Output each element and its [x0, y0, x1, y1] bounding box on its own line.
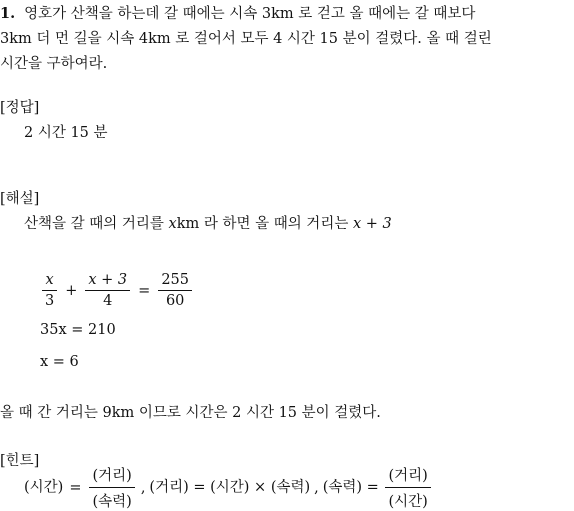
equation-2: 35x = 210: [40, 322, 116, 338]
fraction-numerator: x: [45, 272, 54, 288]
fraction-numerator: (거리): [388, 468, 428, 484]
fraction-denominator: 60: [158, 290, 192, 309]
plus-sign: +: [65, 282, 78, 299]
fraction-numerator: 255: [161, 272, 190, 288]
equals-sign: =: [69, 479, 82, 496]
fraction-numerator: (거리): [92, 468, 132, 484]
fraction-numerator: x + 3: [88, 272, 128, 288]
solution-intro-text-b: km 라 하면 올 때의 거리는: [176, 216, 353, 232]
fraction-denominator: 4: [85, 290, 130, 309]
problem-number: 1.: [0, 5, 16, 22]
hint-header: [힌트]: [0, 453, 40, 469]
hint-time-label: (시간): [24, 479, 64, 496]
problem-text-1: 영호가 산책을 하는데 갈 때에는 시속 3km 로 걷고 올 때에는 갈 때보다: [24, 6, 476, 22]
comma: ,: [314, 479, 319, 496]
problem-line-2: 3km 더 먼 길을 시속 4km 로 걸어서 모두 4 시간 15 분이 걸렸다. 올 때 걸린: [0, 31, 492, 47]
equals-sign: =: [138, 282, 151, 299]
fraction-distance-over-time: [385, 464, 430, 511]
fraction-denominator: (시간): [385, 487, 430, 511]
problem-line-1: [0, 2, 475, 23]
hint-distance-formula: (거리) = (시간) × (속력): [149, 479, 311, 496]
fraction-x-over-3: [42, 272, 57, 309]
solution-intro-var: x: [168, 216, 177, 232]
solution-conclusion: 올 때 간 거리는 9km 이므로 시간은 2 시간 15 분이 걸렸다.: [0, 405, 381, 421]
solution-intro-text-a: 산책을 갈 때의 거리를: [24, 216, 169, 232]
hint-formulas: [24, 464, 433, 511]
answer-header: [정답]: [0, 100, 40, 116]
answer-text: 2 시간 15 분: [24, 125, 108, 141]
hint-speed-label: (속력) =: [322, 479, 379, 496]
solution-header: [해설]: [0, 191, 40, 207]
solution-intro-expr: x + 3: [352, 216, 392, 232]
problem-line-3: 시간을 구하여라.: [0, 56, 108, 72]
fraction-denominator: (속력): [89, 487, 134, 511]
equation-3: x = 6: [40, 354, 79, 370]
fraction-denominator: 3: [42, 290, 57, 309]
fraction-x-plus-3-over-4: [85, 272, 130, 309]
equation-1: [40, 272, 194, 309]
fraction-distance-over-speed: [89, 464, 134, 511]
comma: ,: [140, 479, 146, 496]
fraction-255-over-60: [158, 272, 192, 309]
solution-intro: [24, 212, 392, 233]
